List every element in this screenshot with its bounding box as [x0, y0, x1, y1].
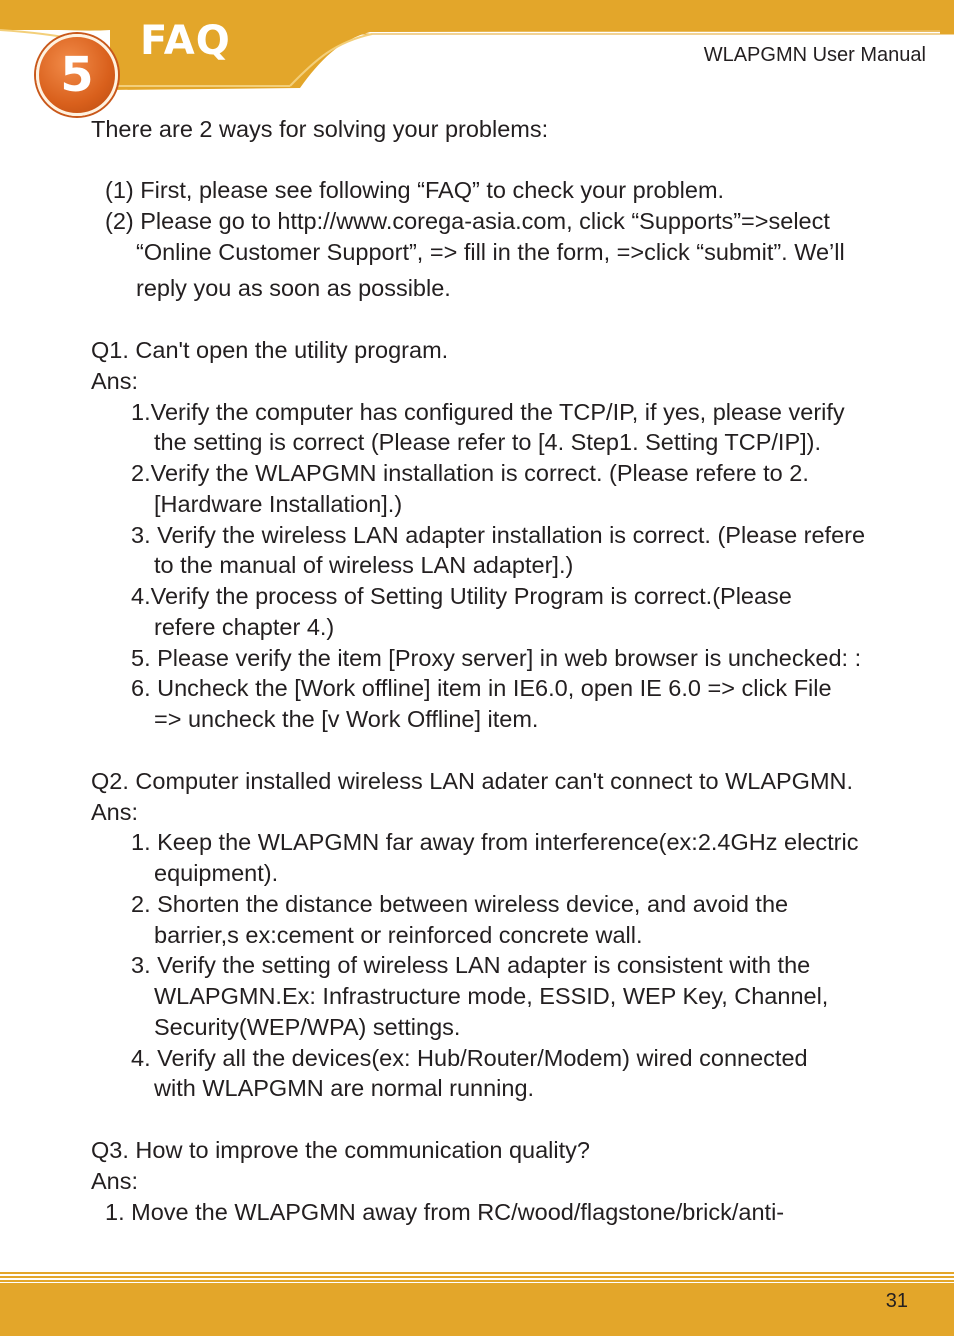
- way-2-line-1: (2) Please go to http://www.corega-asia.com, click “Supports”=>select: [105, 208, 830, 234]
- q1-answer-3-line-1: 3. Verify the wireless LAN adapter installation is correct. (Please refere: [131, 522, 866, 548]
- q1-answer-6-line-1: 6. Uncheck the [Work offline] item in IE6.0, open IE 6.0 => click File: [131, 675, 832, 701]
- q2-ans-label: Ans:: [91, 799, 139, 825]
- q1-answer-4-line-2: refere chapter 4.): [154, 614, 335, 640]
- q1-answer-2-line-1: 2.Verify the WLAPGMN installation is correct. (Please refere to 2.: [131, 460, 809, 486]
- intro-text: There are 2 ways for solving your problems:: [91, 116, 549, 142]
- q1-answer-3-line-2: to the manual of wireless LAN adapter].): [154, 552, 574, 578]
- chapter-title: FAQ: [140, 18, 231, 64]
- q2-question: Q2. Computer installed wireless LAN adater can't connect to WLAPGMN.: [91, 768, 854, 794]
- q1-answer-6-line-2: => uncheck the [v Work Offline] item.: [154, 706, 539, 732]
- way-2-line-3: reply you as soon as possible.: [136, 275, 451, 301]
- chapter-number: 5: [60, 47, 94, 103]
- way-1: (1) First, please see following “FAQ” to check your problem.: [105, 177, 725, 203]
- manual-title: WLAPGMN User Manual: [703, 44, 926, 66]
- q1-answer-2-line-2: [Hardware Installation].): [154, 491, 403, 517]
- q1-answer-4-line-1: 4.Verify the process of Setting Utility Program is correct.(Please: [131, 583, 792, 609]
- way-2-line-2: “Online Customer Support”, => fill in the form, =>click “submit”. We’ll: [136, 239, 845, 265]
- q2-answer-2-line-2: barrier,s ex:cement or reinforced concrete wall.: [154, 922, 643, 948]
- q2-answer-3-line-2: WLAPGMN.Ex: Infrastructure mode, ESSID, WEP Key, Channel,: [154, 983, 829, 1009]
- q2-answer-3-line-3: Security(WEP/WPA) settings.: [154, 1014, 461, 1040]
- q2-answer-1-line-2: equipment).: [154, 860, 279, 886]
- q2-answer-2-line-1: 2. Shorten the distance between wireless device, and avoid the: [131, 891, 789, 917]
- q1-ans-label: Ans:: [91, 368, 139, 394]
- q2-answer-4-line-2: with WLAPGMN are normal running.: [154, 1075, 535, 1101]
- q1-answer-1-line-1: 1.Verify the computer has configured the TCP/IP, if yes, please verify: [131, 399, 845, 425]
- q2-answer-1-line-1: 1. Keep the WLAPGMN far away from interference(ex:2.4GHz electric: [131, 829, 859, 855]
- footer-bar: [0, 1283, 954, 1336]
- q1-question: Q1. Can't open the utility program.: [91, 337, 449, 363]
- q1-answer-5: 5. Please verify the item [Proxy server] in web browser is unchecked: :: [131, 645, 862, 671]
- q3-question: Q3. How to improve the communication quality?: [91, 1137, 590, 1163]
- q2-answer-4-line-1: 4. Verify all the devices(ex: Hub/Router/Modem) wired connected: [131, 1045, 808, 1071]
- q3-answer-1-line-1: 1. Move the WLAPGMN away from RC/wood/flagstone/brick/anti-: [105, 1199, 785, 1225]
- q3-ans-label: Ans:: [91, 1168, 139, 1194]
- q1-answer-1-line-2: the setting is correct (Please refer to [4. Step1. Setting TCP/IP]).: [154, 429, 822, 455]
- q2-answer-3-line-1: 3. Verify the setting of wireless LAN adapter is consistent with the: [131, 952, 811, 978]
- page-number: 31: [885, 1290, 908, 1312]
- chapter-badge: [36, 34, 118, 116]
